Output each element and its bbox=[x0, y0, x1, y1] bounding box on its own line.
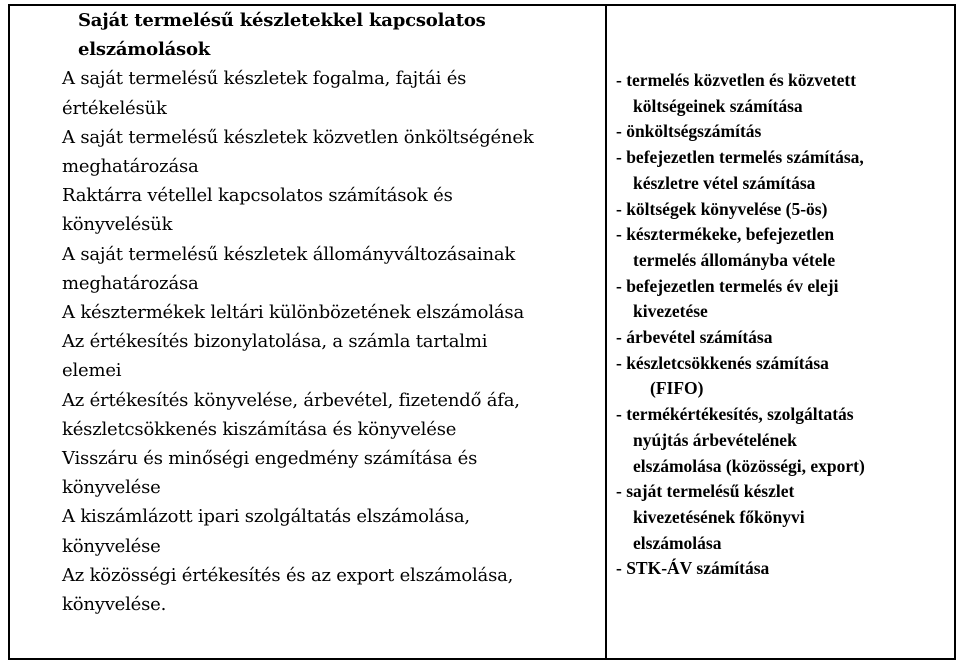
task-line: - saját termelésű készlet bbox=[616, 481, 795, 502]
task-line: - önköltségszámítás bbox=[616, 121, 762, 142]
topic-line: Az értékesítés bizonylatolása, a számla tartalmi bbox=[62, 331, 488, 353]
task-line: (FIFO) bbox=[650, 378, 704, 399]
task-line: költségeinek számítása bbox=[633, 95, 803, 116]
right-column bbox=[616, 68, 952, 582]
task-line: készletre vétel számítása bbox=[633, 172, 816, 193]
topic-line: készletcsökkenés kiszámítása és könyvelése bbox=[62, 418, 457, 440]
task-line: kivezetése bbox=[633, 301, 708, 322]
task-line: elszámolása (közösségi, export) bbox=[633, 455, 865, 476]
task-line: elszámolása bbox=[633, 532, 722, 553]
task-line: - termelés közvetlen és közvetett bbox=[616, 70, 857, 90]
topic-line: könyvelése bbox=[62, 477, 161, 499]
left-column bbox=[62, 6, 597, 619]
task-line: - késztermékeke, befejezetlen bbox=[616, 224, 835, 245]
topic-line: könyvelése. bbox=[62, 594, 167, 616]
task-line: - készletcsökkenés számítása bbox=[616, 352, 829, 373]
topic-line: Raktárra vétellel kapcsolatos számítások és bbox=[62, 185, 453, 207]
topic-line: A saját termelésű készletek állományváltozásainak bbox=[62, 243, 516, 265]
section-title-line-2: elszámolások bbox=[78, 39, 211, 61]
topic-line: A késztermékek leltári különbözetének elszámolása bbox=[62, 302, 524, 324]
topic-line: könyvelésük bbox=[62, 214, 173, 236]
task-line: nyújtás árbevételének bbox=[633, 429, 797, 450]
topic-line: Visszáru és minőségi engedmény számítása és bbox=[62, 448, 478, 470]
task-line: - költségek könyvelése (5-ös) bbox=[616, 198, 828, 219]
topic-line: értékelésük bbox=[62, 97, 167, 119]
column-divider bbox=[605, 4, 607, 660]
topic-line: Az értékesítés könyvelése, árbevétel, fizetendő áfa, bbox=[62, 389, 520, 411]
topic-line: A kiszámlázott ipari szolgáltatás elszámolása, bbox=[62, 506, 470, 528]
task-line: - befejezetlen termelés év eleji bbox=[616, 275, 839, 296]
topic-list bbox=[62, 64, 597, 619]
section-title-line-1: Saját termelésű készletekkel kapcsolatos bbox=[78, 10, 486, 31]
topic-line: elemei bbox=[62, 360, 122, 382]
task-line: - befejezetlen termelés számítása, bbox=[616, 147, 864, 168]
topic-line: könyvelése bbox=[62, 535, 161, 557]
task-line: - STK-ÁV számítása bbox=[616, 558, 770, 579]
task-line: - termékértékesítés, szolgáltatás bbox=[616, 404, 854, 425]
topic-line: meghatározása bbox=[62, 156, 199, 178]
task-line: - árbevétel számítása bbox=[616, 327, 773, 348]
topic-line: meghatározása bbox=[62, 272, 199, 294]
topic-line: A saját termelésű készletek közvetlen önköltségének bbox=[62, 126, 534, 148]
task-line: termelés állományba vétele bbox=[633, 249, 836, 270]
task-line: kivezetésének főkönyvi bbox=[633, 506, 805, 527]
topic-line: A saját termelésű készletek fogalma, fajtái és bbox=[62, 68, 467, 90]
topic-line: Az közösségi értékesítés és az export elszámolása, bbox=[62, 564, 514, 586]
